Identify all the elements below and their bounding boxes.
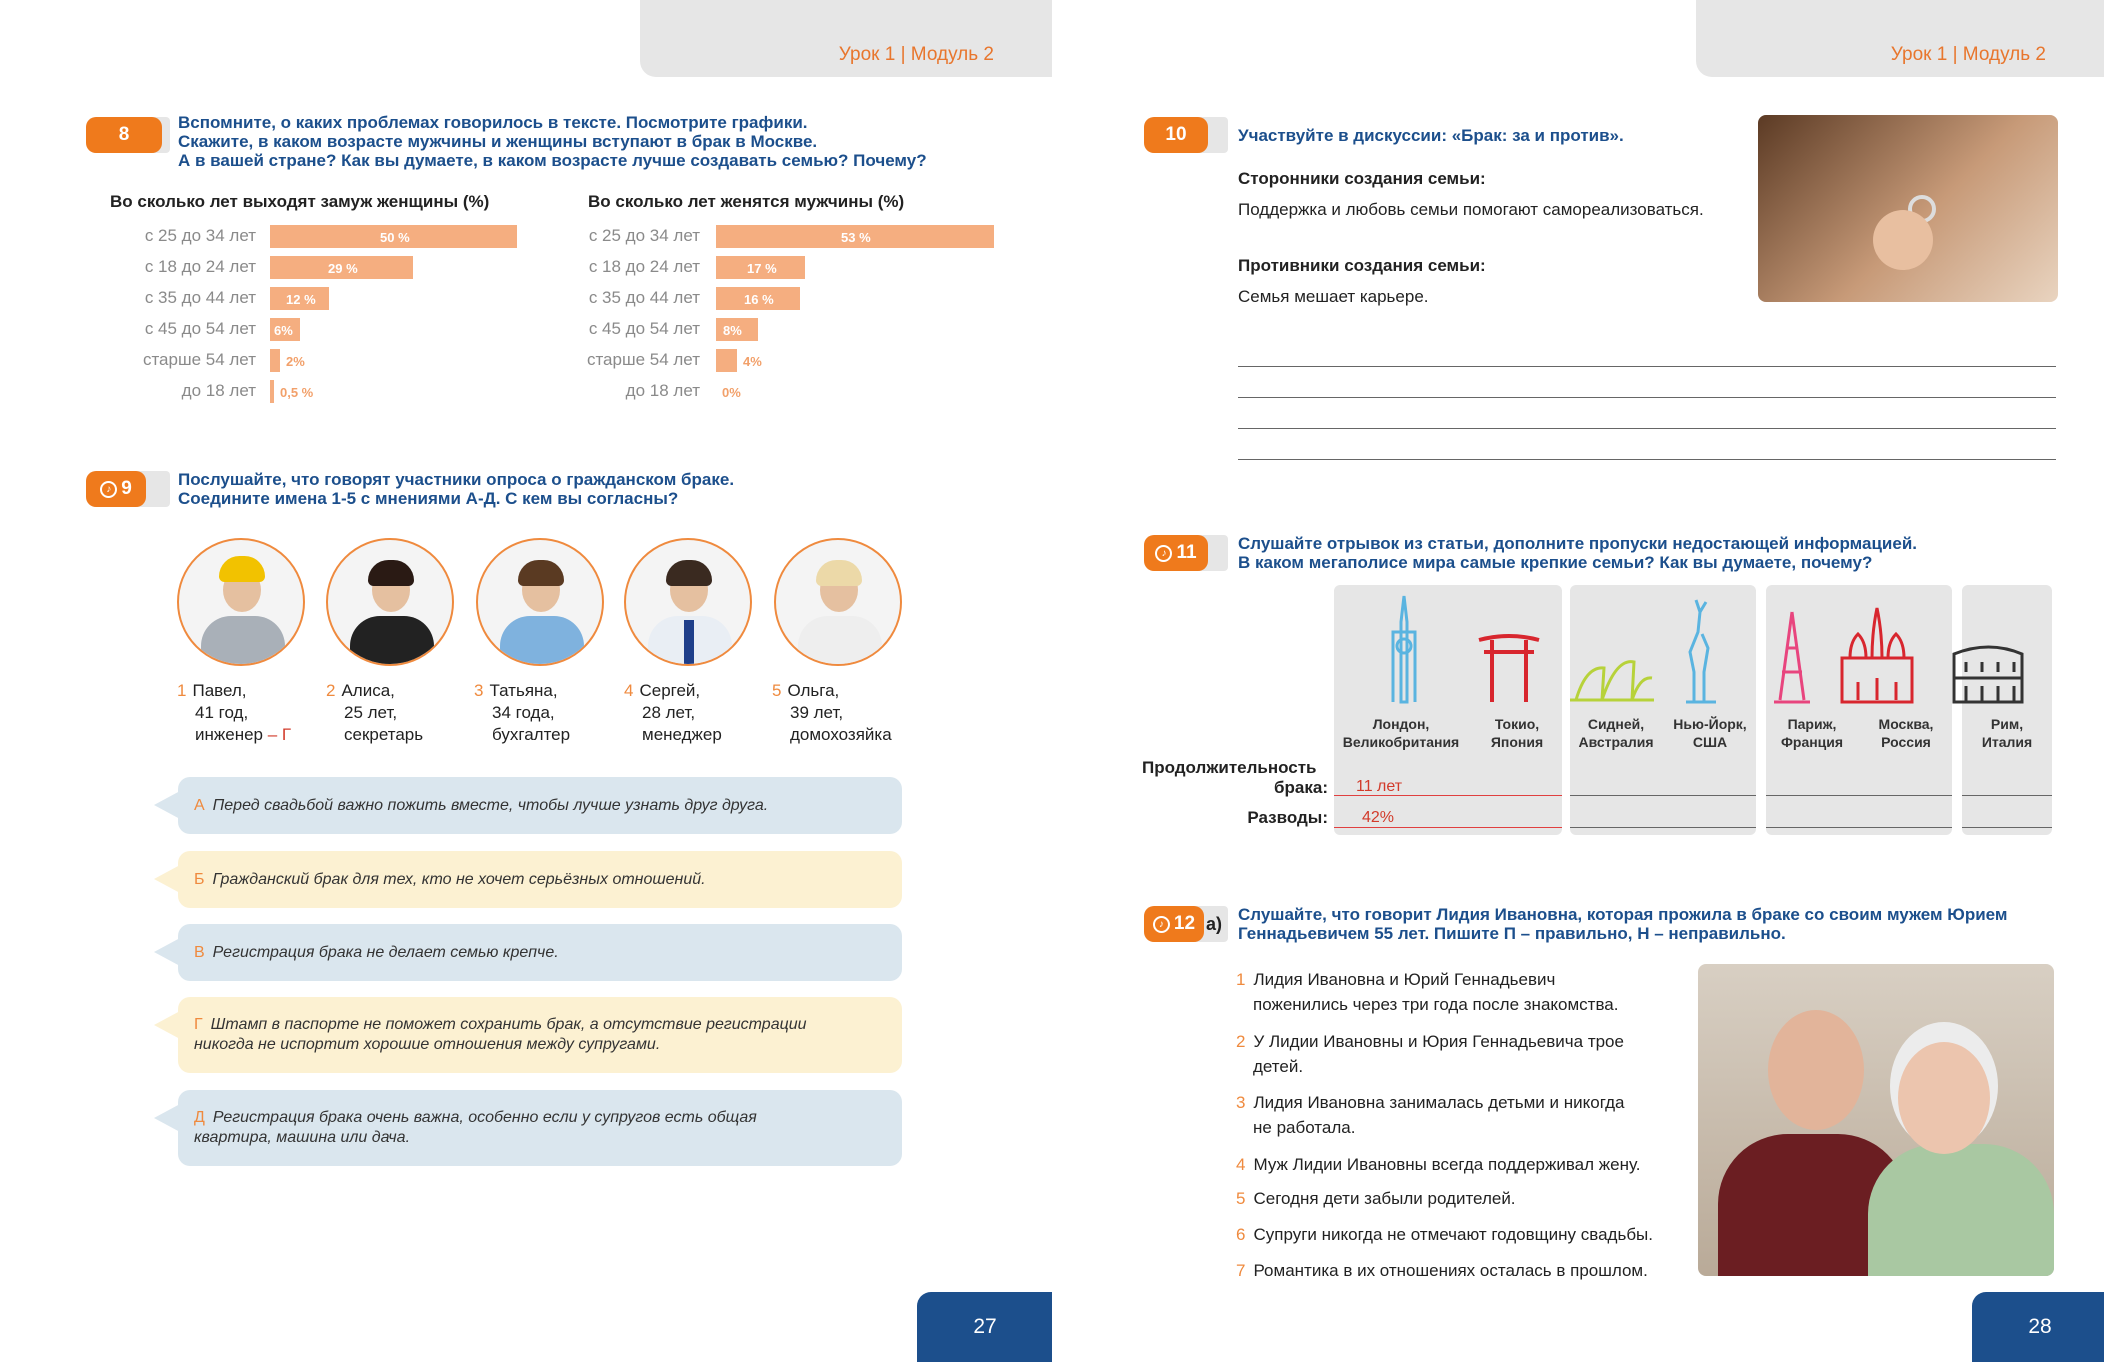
writing-line[interactable] — [1238, 397, 2056, 398]
statement-text: Супруги никогда не отмечают годовщину свадьбы. — [1253, 1225, 1654, 1244]
opinion-letter: А — [194, 796, 205, 814]
task-8-instructions — [178, 113, 927, 170]
hand-shape — [1873, 210, 1933, 270]
person-name: Алиса, — [341, 681, 395, 700]
city-label-london — [1334, 715, 1468, 751]
statement-1 — [1236, 967, 1676, 1017]
opinion-letter: Г — [194, 1016, 203, 1033]
torii-gate-icon — [1479, 636, 1539, 702]
photo-couple-ring — [1758, 115, 2058, 302]
person-3 — [474, 680, 570, 746]
bubble-tail — [154, 938, 180, 966]
task-8-line: Вспомните, о каких проблемах говорилось в тексте. Посмотрите графики. — [178, 113, 808, 132]
city-country: Италия — [1981, 734, 2033, 750]
person-2 — [326, 680, 423, 746]
opinion-g — [178, 997, 902, 1073]
body-shape — [201, 616, 285, 666]
task-12-number[interactable] — [1144, 906, 1204, 942]
city-label-tokyo — [1472, 715, 1562, 751]
body-shape — [798, 616, 882, 666]
bar-value-label: 4% — [743, 354, 762, 369]
body-shape — [350, 616, 434, 666]
person-name: Сергей, — [639, 681, 701, 700]
fill-line[interactable] — [1766, 827, 1952, 828]
task-11-line: В каком мегаполисе мира самые крепкие семьи? Как вы думаете, почему? — [1238, 553, 1873, 572]
task-9-number[interactable] — [86, 471, 146, 507]
lesson-module-label: Урок 1 | Модуль 2 — [838, 44, 994, 65]
con-title: Противники создания семьи: — [1238, 256, 1486, 275]
bar-category-label: с 45 до 54 лет — [144, 319, 256, 338]
city-name: Рим, — [1990, 716, 2024, 732]
statement-text: Лидия Ивановна занималась детьми и никогда — [1253, 1093, 1625, 1112]
tie-shape — [684, 620, 694, 666]
task-8-badge — [86, 117, 170, 153]
task-10-badge — [1144, 117, 1228, 153]
photo-sergey — [624, 538, 752, 666]
person-number: 2 — [326, 681, 336, 700]
photo-tatyana — [476, 538, 604, 666]
photo-olga — [774, 538, 902, 666]
bar-category-label: с 25 до 34 лет — [144, 226, 256, 245]
opinion-text: Перед свадьбой важно пожить вместе, чтобы лучше узнать друг друга. — [212, 796, 769, 814]
task-9-line: Соедините имена 1-5 с мнениями А-Д. С кем вы согласны? — [178, 489, 679, 508]
city-country: Япония — [1490, 734, 1544, 750]
lesson-module-label: Урок 1 | Модуль 2 — [1890, 44, 2046, 65]
task-12-number-text: 12 — [1173, 913, 1196, 934]
statement-text: Лидия Ивановна и Юрий Геннадьевич — [1253, 970, 1556, 989]
photo-pavel — [177, 538, 305, 666]
task-11-number-text: 11 — [1176, 542, 1197, 563]
writing-line[interactable] — [1238, 459, 2056, 460]
opinion-text: Регистрация брака не делает семью крепче. — [212, 943, 559, 961]
duration-label-line: брака: — [1274, 778, 1328, 797]
speaker-icon[interactable]: ♪ — [1153, 916, 1170, 933]
city-name: Москва, — [1878, 716, 1934, 732]
task-8-number: 8 — [86, 117, 162, 153]
person-number: 4 — [624, 681, 634, 700]
bubble-tail — [154, 1011, 180, 1039]
bar-value-label: 0,5 % — [280, 385, 314, 400]
opinion-a — [178, 777, 902, 834]
person-age: 34 года, — [492, 703, 555, 722]
hair-shape — [518, 560, 564, 586]
task-10-instructions: Участвуйте в дискуссии: «Брак: за и против». — [1238, 126, 1624, 145]
fill-line[interactable] — [1766, 795, 1952, 796]
city-country: США — [1692, 734, 1728, 750]
task-10-number: 10 — [1144, 117, 1208, 153]
bar — [270, 380, 274, 403]
london-divorce-answer: 42% — [1362, 809, 1395, 826]
opinion-d — [178, 1090, 902, 1166]
person-job: бухгалтер — [492, 725, 571, 744]
task-12-instructions — [1238, 905, 2007, 943]
speaker-icon[interactable]: ♪ — [1155, 545, 1172, 562]
opinion-b — [178, 851, 902, 908]
city-label-sydney — [1570, 715, 1662, 751]
city-name: Токио, — [1494, 716, 1540, 732]
opinion-text: Штамп в паспорте не поможет сохранить брак, а отсутствие регистрации — [210, 1016, 807, 1033]
statement-text: поженились через три года после знакомства. — [1253, 995, 1619, 1014]
hair-shape — [666, 560, 712, 586]
statue-of-liberty-icon — [1686, 600, 1716, 702]
statement-text: не работала. — [1253, 1118, 1356, 1137]
bar-category-label: до 18 лет — [625, 381, 700, 400]
person-number: 5 — [772, 681, 782, 700]
opinion-letter: Д — [194, 1109, 205, 1126]
statement-number: 4 — [1236, 1155, 1246, 1174]
divorce-row-label: Разводы: — [1247, 808, 1328, 827]
pro-text: Поддержка и любовь семьи помогают самореализоваться. — [1238, 200, 1704, 219]
task-11-line: Слушайте отрывок из статьи, дополните пропуски недостающей информацией. — [1238, 534, 1917, 553]
task-9-line: Послушайте, что говорят участники опроса о гражданском браке. — [178, 470, 735, 489]
london-duration-answer: 11 лет — [1356, 778, 1403, 795]
bar-category-label: старше 54 лет — [142, 350, 256, 369]
statement-6 — [1236, 1222, 1676, 1247]
task-11-badge — [1144, 535, 1228, 571]
writing-line[interactable] — [1238, 428, 2056, 429]
person-age: 41 год, — [195, 703, 249, 722]
statement-text: У Лидии Ивановны и Юрия Геннадьевича трое — [1253, 1032, 1624, 1051]
bubble-tail — [154, 791, 180, 819]
speaker-icon[interactable]: ♪ — [100, 481, 117, 498]
fill-line[interactable] — [1570, 827, 1756, 828]
bar-value-label: 29 % — [328, 261, 358, 276]
statement-number: 3 — [1236, 1093, 1246, 1112]
person-5 — [772, 680, 892, 746]
statement-number: 6 — [1236, 1225, 1246, 1244]
city-country: Великобритания — [1342, 734, 1460, 750]
bar — [716, 349, 737, 372]
task-9-badge — [86, 471, 170, 507]
opinion-text: Регистрация брака очень важна, особенно если у супругов есть общая — [212, 1109, 757, 1126]
person-1 — [177, 680, 291, 746]
bar-category-label: с 35 до 44 лет — [588, 288, 700, 307]
person-job: домохозяйка — [790, 725, 892, 744]
hard-hat-icon — [219, 556, 265, 582]
task-12-badge — [1144, 906, 1228, 942]
task-11-number[interactable] — [1144, 535, 1208, 571]
bar-value-label: 50 % — [380, 230, 410, 245]
city-name: Лондон, — [1372, 716, 1430, 732]
statement-4 — [1236, 1152, 1676, 1177]
fill-line[interactable] — [1962, 795, 2052, 796]
opinion-letter: Б — [194, 870, 205, 888]
fill-line[interactable] — [1570, 795, 1756, 796]
opinion-v — [178, 924, 902, 981]
duration-label-line: Продолжительность — [1142, 758, 1317, 777]
task-12-line: Геннадьевичем 55 лет. Пишите П – правильно, Н – неправильно. — [1238, 924, 1786, 943]
bar-value-label: 6% — [274, 323, 293, 338]
task-12-part: а) — [1206, 914, 1223, 934]
page-number: 28 — [1972, 1292, 2104, 1362]
con-text: Семья мешает карьере. — [1238, 287, 1429, 306]
statement-number: 2 — [1236, 1032, 1246, 1051]
city-country: Австралия — [1578, 734, 1654, 750]
pro-title: Сторонники создания семьи: — [1238, 169, 1486, 188]
bar-category-label: с 35 до 44 лет — [144, 288, 256, 307]
bar-category-label: с 18 до 24 лет — [144, 257, 256, 276]
person-4 — [624, 680, 722, 746]
bar-value-label: 2% — [286, 354, 305, 369]
duration-row-label — [1142, 758, 1328, 798]
person-job: секретарь — [344, 725, 424, 744]
person-job: инженер — [195, 725, 264, 744]
person-name: Татьяна, — [489, 681, 558, 700]
bar-value-label: 53 % — [841, 230, 871, 245]
person-number: 3 — [474, 681, 484, 700]
statement-7 — [1236, 1258, 1676, 1283]
husband-head-shape — [1768, 1010, 1864, 1130]
person-age: 25 лет, — [344, 703, 398, 722]
page-28 — [1052, 0, 2104, 1362]
person-age: 39 лет, — [790, 703, 844, 722]
person-name: Павел, — [192, 681, 247, 700]
bar-category-label: с 25 до 34 лет — [588, 226, 700, 245]
city-label-moscow — [1860, 715, 1952, 751]
person-job: менеджер — [642, 725, 722, 744]
chart-men-title: Во сколько лет женятся мужчины (%) — [588, 192, 905, 211]
big-ben-icon — [1393, 596, 1415, 702]
bar-value-label: 12 % — [286, 292, 316, 307]
body-shape — [500, 616, 584, 666]
bar-value-label: 8% — [723, 323, 742, 338]
task-11-instructions — [1238, 534, 1917, 572]
st-basil-cathedral-icon — [1842, 608, 1912, 702]
eiffel-tower-icon — [1774, 612, 1810, 702]
writing-line[interactable] — [1238, 366, 2056, 367]
photo-alisa — [326, 538, 454, 666]
bar-category-label: с 18 до 24 лет — [588, 257, 700, 276]
statement-text: Романтика в их отношениях осталась в прошлом. — [1253, 1261, 1648, 1280]
statement-5 — [1236, 1186, 1676, 1211]
sydney-opera-icon — [1570, 662, 1654, 700]
opinion-text: никогда не испортит хорошие отношения между супругами. — [194, 1036, 661, 1053]
city-label-new-york — [1664, 715, 1756, 751]
statement-text: Сегодня дети забыли родителей. — [1253, 1189, 1516, 1208]
city-name: Нью-Йорк, — [1673, 716, 1747, 732]
answer-text: – Г — [267, 725, 292, 744]
page-number: 27 — [917, 1292, 1052, 1362]
wife-body-shape — [1868, 1144, 2054, 1276]
fill-line[interactable] — [1962, 827, 2052, 828]
photo-elderly-couple — [1698, 964, 2054, 1276]
hair-shape — [368, 560, 414, 586]
fill-line — [1334, 827, 1562, 828]
opinion-text: квартира, машина или дача. — [194, 1129, 411, 1146]
bar-value-label: 0% — [722, 385, 741, 400]
task-8-line: А в вашей стране? Как вы думаете, в каком возрасте лучше создавать семью? Почему? — [178, 151, 927, 170]
statement-number: 1 — [1236, 970, 1246, 989]
statement-number: 5 — [1236, 1189, 1246, 1208]
opinion-letter: В — [194, 943, 205, 961]
statement-2 — [1236, 1029, 1676, 1079]
city-label-paris — [1766, 715, 1858, 751]
bar-category-label: старше 54 лет — [586, 350, 700, 369]
person-number: 1 — [177, 681, 187, 700]
city-name: Сидней, — [1587, 716, 1645, 732]
opinion-text: Гражданский брак для тех, кто не хочет серьёзных отношений. — [212, 870, 706, 888]
task-12-line: Слушайте, что говорит Лидия Ивановна, которая прожила в браке со своим мужем Юрием — [1238, 905, 2008, 924]
page-header — [640, 0, 1052, 77]
bubble-tail — [154, 1104, 180, 1132]
bubble-tail — [154, 865, 180, 893]
bar-value-label: 17 % — [747, 261, 777, 276]
bar-category-label: до 18 лет — [181, 381, 256, 400]
chart-women-title: Во сколько лет выходят замуж женщины (%) — [110, 192, 490, 211]
city-name: Париж, — [1787, 716, 1837, 732]
bar — [270, 349, 280, 372]
task-9-instructions — [178, 470, 734, 508]
wife-head-shape — [1898, 1042, 1990, 1154]
city-country: Россия — [1881, 734, 1931, 750]
statement-number: 7 — [1236, 1261, 1246, 1280]
landmark-icons — [1334, 592, 2054, 712]
bar-value-label: 16 % — [744, 292, 774, 307]
bar-category-label: с 45 до 54 лет — [588, 319, 700, 338]
statement-text: Муж Лидии Ивановны всегда поддерживал жену. — [1253, 1155, 1641, 1174]
task-9-number-text: 9 — [121, 478, 132, 499]
task-8-line: Скажите, в каком возрасте мужчины и женщины вступают в брак в Москве. — [178, 132, 818, 151]
city-country: Франция — [1780, 734, 1844, 750]
colosseum-icon — [1954, 647, 2022, 702]
hair-shape — [816, 560, 862, 586]
statement-3 — [1236, 1090, 1676, 1140]
person-name: Ольга, — [787, 681, 840, 700]
city-label-rome — [1962, 715, 2052, 751]
statement-text: детей. — [1253, 1057, 1304, 1076]
person-age: 28 лет, — [642, 703, 696, 722]
page-header — [1696, 0, 2104, 77]
